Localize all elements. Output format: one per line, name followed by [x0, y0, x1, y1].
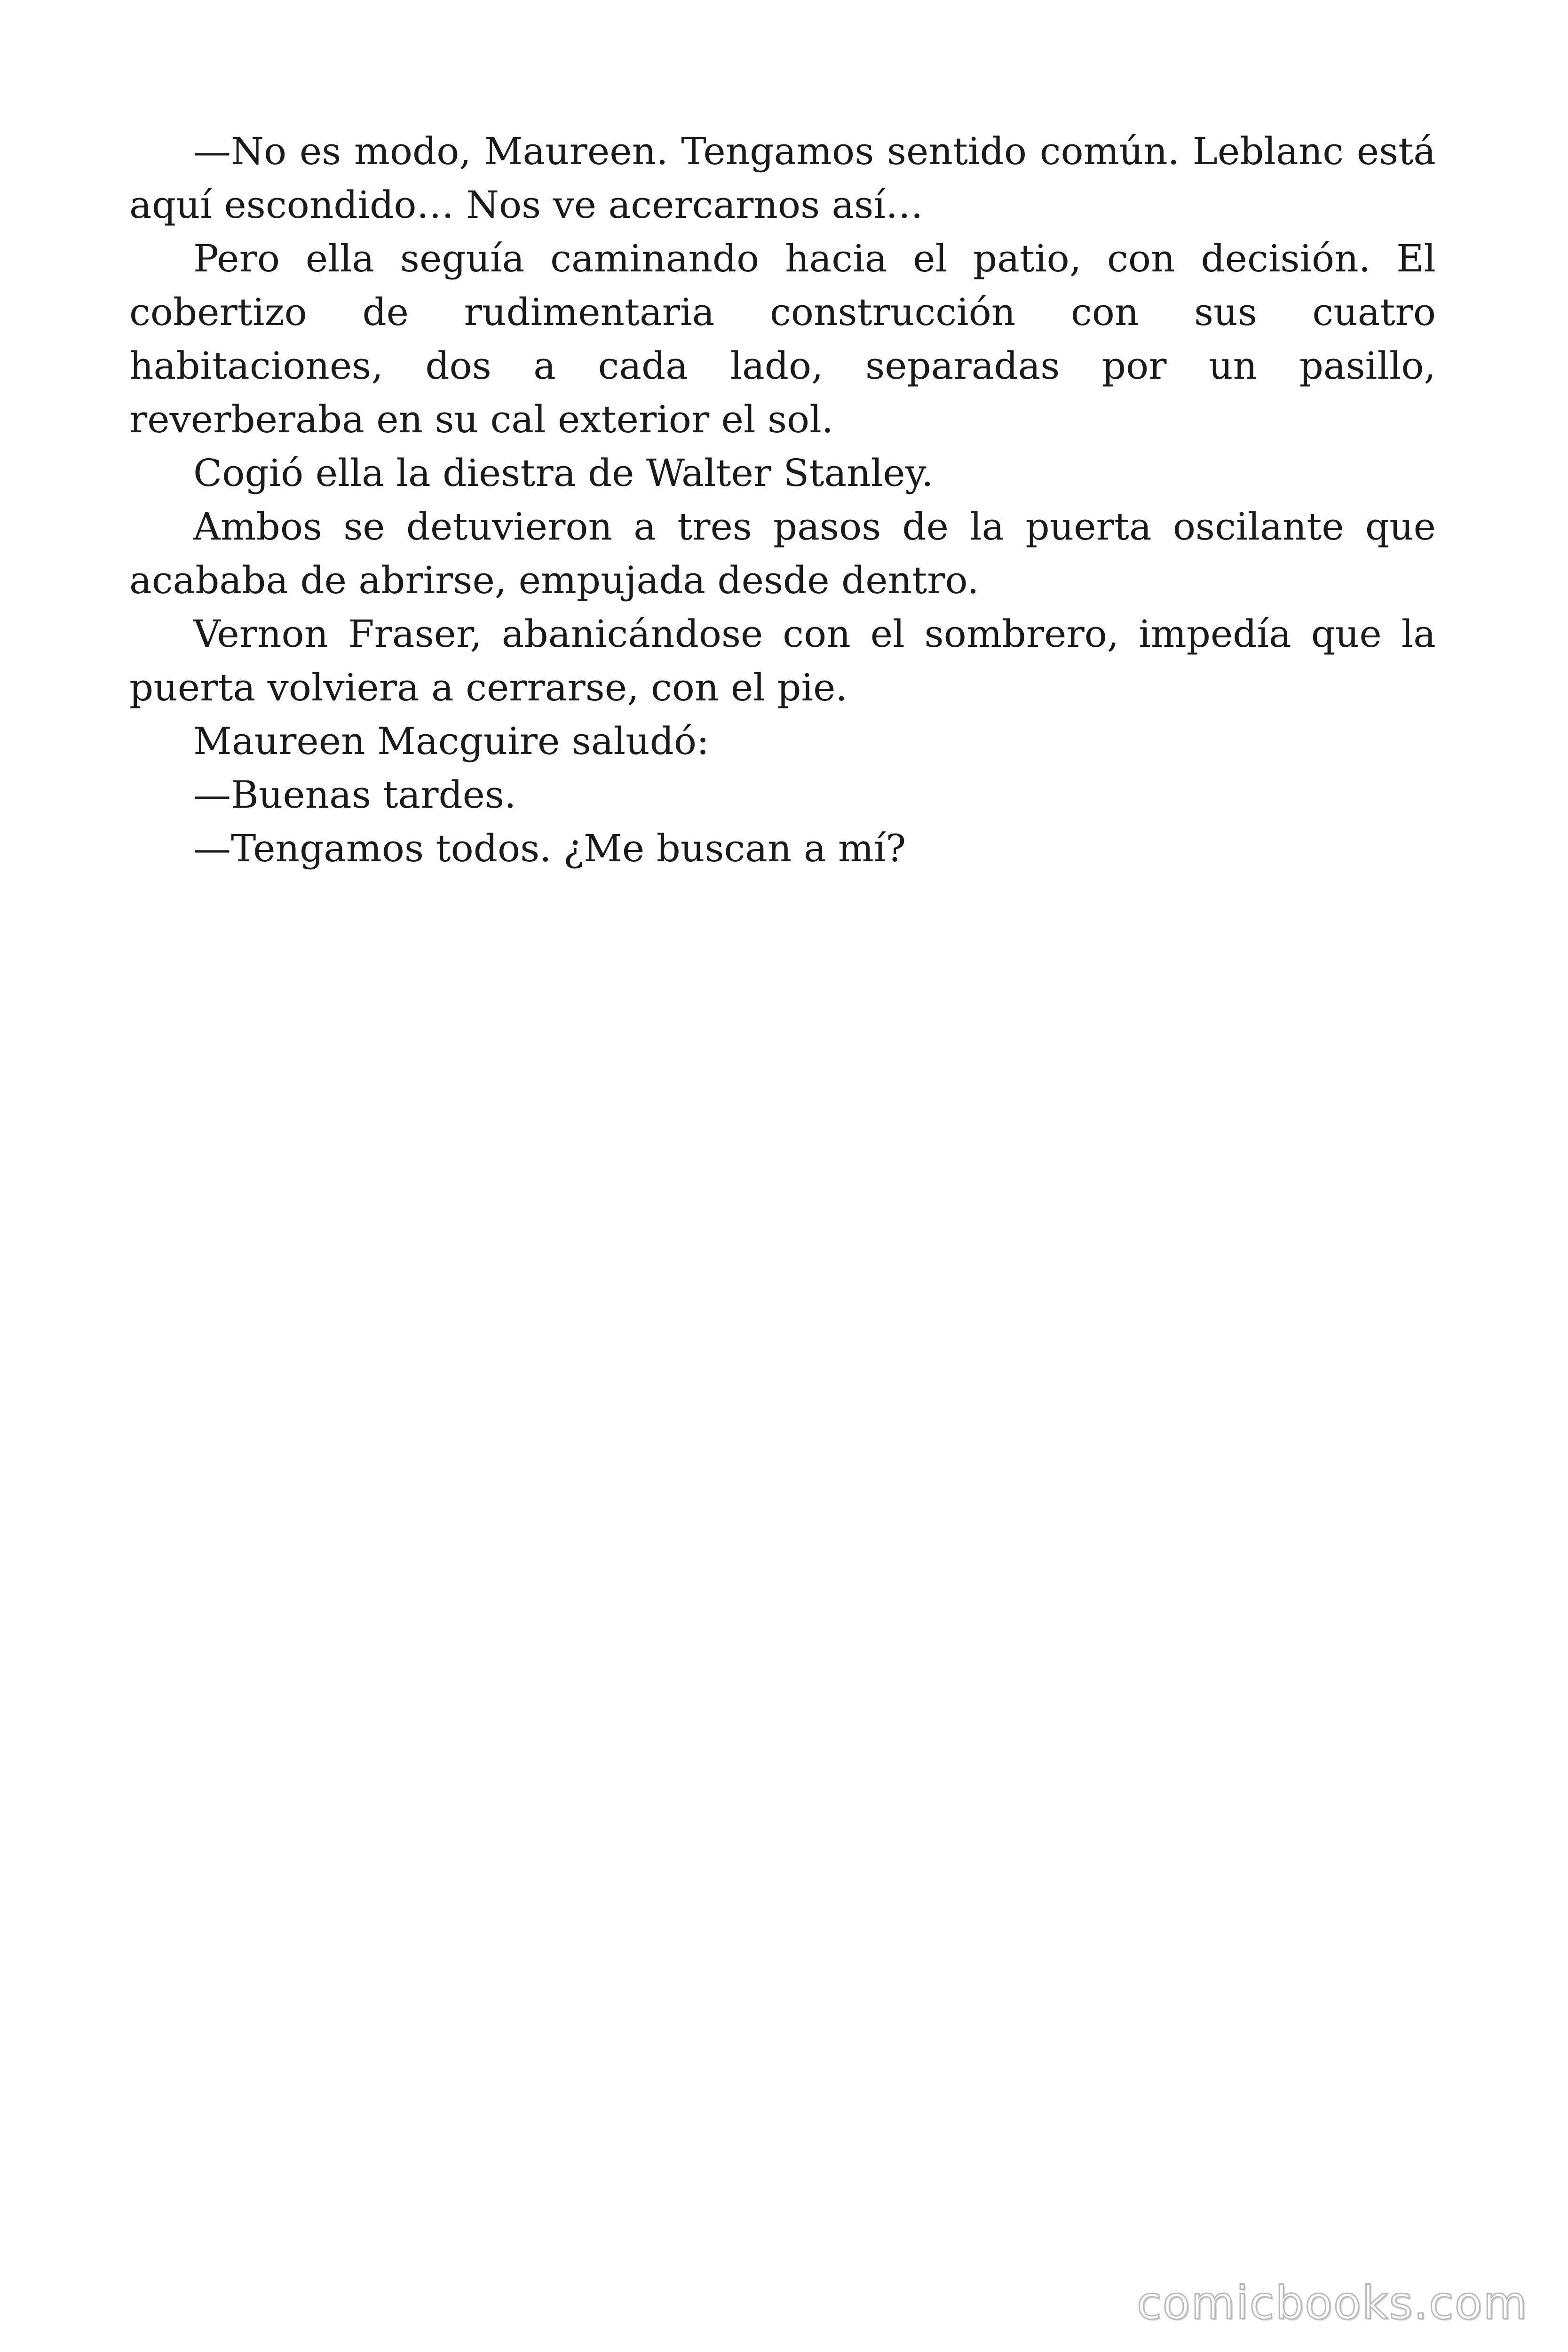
paragraph-3: Cogió ella la diestra de Walter Stanley. [193, 451, 934, 495]
watermark-logo: comicbooks.com [1136, 2277, 1528, 2329]
paragraph-8: —Tengamos todos. ¿Me buscan a mí? [193, 826, 906, 870]
body-text [129, 125, 1436, 875]
paragraph-2: Pero ella seguía caminando hacia el patio, con decisión. El cobertizo de rudimentaria construcción con sus cuatro habitaciones, dos a cada lado, separadas por un pasillo, reverberaba en su cal exterior el sol. [129, 237, 1436, 441]
paragraph-1: —No es modo, Maureen. Tengamos sentido común. Leblanc está aquí escondido… Nos ve acercarnos así… [129, 129, 1436, 227]
paragraph-7: —Buenas tardes. [193, 773, 516, 817]
paragraph-6: Maureen Macguire saludó: [193, 719, 709, 763]
paragraph-5: Vernon Fraser, abanicándose con el sombrero, impedía que la puerta volviera a cerrarse, con el pie. [129, 612, 1436, 709]
paragraph-4: Ambos se detuvieron a tres pasos de la puerta oscilante que acababa de abrirse, empujada desde dentro. [129, 505, 1436, 602]
